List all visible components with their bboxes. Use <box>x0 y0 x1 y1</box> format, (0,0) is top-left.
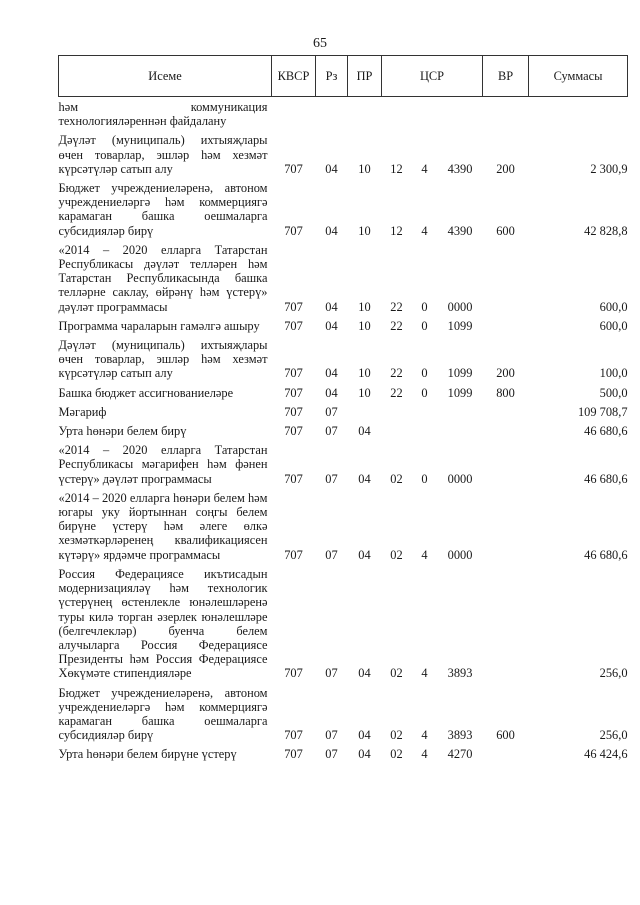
row-sum: 109 708,7 <box>577 404 628 419</box>
page-number: 65 <box>313 36 327 51</box>
row-rz <box>316 97 348 131</box>
row-name: Урта һөнәри белем бирүне үстерү <box>58 747 237 762</box>
row-csr-code: 4390 <box>447 161 473 176</box>
row-kvsr <box>272 97 316 131</box>
row-sum: 46 680,6 <box>584 471 628 486</box>
row-kvsr: 707 <box>284 366 303 381</box>
row-csr-program: 12 <box>390 223 403 238</box>
row-name: Бюджет учреждениеләренә, автоном учреждениеләргә һәм коммерциягә карамаган башка оешмаларга субсидияләр бирү <box>58 181 268 238</box>
row-csr-code: 0000 <box>447 471 473 486</box>
row-rz: 07 <box>325 424 338 439</box>
header-rz: Рз <box>316 56 348 97</box>
row-name: «2014 – 2020 елларга Татарстан Республикасы дәүләт телләрен һәм Татарстан Республикасында башка телләрне саклау, өйрәнү һәм үстерү» дәүләт программасы <box>58 242 268 314</box>
row-pr: 10 <box>358 385 371 400</box>
row-csr-subprogram: 0 <box>421 471 428 486</box>
row-vr <box>483 564 529 683</box>
row-rz: 04 <box>325 223 338 238</box>
row-vr <box>483 744 529 763</box>
row-vr <box>483 440 529 488</box>
row-kvsr: 707 <box>284 318 303 333</box>
row-sum: 256,0 <box>599 728 628 743</box>
table-row <box>59 744 628 763</box>
row-kvsr: 707 <box>284 547 303 562</box>
row-name: Урта һөнәри белем бирү <box>58 424 187 439</box>
row-pr: 04 <box>358 666 371 681</box>
row-vr <box>483 240 529 316</box>
table-header-row <box>59 56 628 97</box>
row-kvsr: 707 <box>284 404 303 419</box>
row-rz: 04 <box>325 385 338 400</box>
row-csr-program: 22 <box>390 318 403 333</box>
table-row <box>59 130 628 178</box>
row-csr-subprogram: 4 <box>421 728 428 743</box>
row-vr <box>483 97 529 131</box>
budget-table <box>58 55 628 764</box>
row-csr-program: 02 <box>390 547 403 562</box>
row-csr-code: 3893 <box>447 728 473 743</box>
row-sum: 256,0 <box>599 666 628 681</box>
row-name: Россия Федерациясе икътисадын модернизацияләү һәм технологик үстерүнең өстенлекле юнәлешләренә туры килә торган әзерлек юнәлешләре (белгечлекләр) буенча белем алучыларга Россия Федерациясе Президенты һәм Россия Федерациясе Хөкүмәте стипендияләре <box>58 566 268 681</box>
row-rz: 04 <box>325 299 338 314</box>
row-name: Дәүләт (муниципаль) ихтыяҗлары өчен товарлар, эшләр һәм хезмәт күрсәтүләр сатып алу <box>58 338 268 381</box>
table-row <box>59 402 628 421</box>
row-pr: 04 <box>358 747 371 762</box>
row-csr-program <box>382 421 412 440</box>
row-vr <box>483 421 529 440</box>
header-kvsr: КВСР <box>272 56 316 97</box>
row-csr-subprogram <box>412 421 438 440</box>
table-row <box>59 240 628 316</box>
row-kvsr: 707 <box>284 666 303 681</box>
row-pr <box>348 97 382 131</box>
row-kvsr: 707 <box>284 728 303 743</box>
row-csr-program: 12 <box>390 161 403 176</box>
row-pr: 10 <box>358 223 371 238</box>
row-csr-program: 02 <box>390 747 403 762</box>
row-rz: 07 <box>325 728 338 743</box>
row-csr-code: 0000 <box>447 299 473 314</box>
row-kvsr: 707 <box>284 471 303 486</box>
row-pr: 10 <box>358 299 371 314</box>
row-csr-subprogram: 0 <box>421 299 428 314</box>
table-row <box>59 564 628 683</box>
row-sum: 500,0 <box>599 385 628 400</box>
table-row <box>59 335 628 383</box>
row-name: Башка бюджет ассигнованиеләре <box>58 385 234 400</box>
row-csr-code: 1099 <box>447 385 473 400</box>
row-csr-code: 3893 <box>447 666 473 681</box>
row-vr: 200 <box>496 161 515 176</box>
table-row <box>59 383 628 402</box>
row-pr <box>348 402 382 421</box>
row-rz: 04 <box>325 161 338 176</box>
row-vr: 200 <box>496 366 515 381</box>
row-vr: 600 <box>496 223 515 238</box>
row-kvsr: 707 <box>284 747 303 762</box>
header-name: Исеме <box>59 56 272 97</box>
table-row <box>59 178 628 240</box>
row-sum: 42 828,8 <box>584 223 628 238</box>
row-sum: 100,0 <box>599 366 628 381</box>
row-kvsr: 707 <box>284 385 303 400</box>
row-rz: 04 <box>325 318 338 333</box>
row-csr-subprogram: 0 <box>421 318 428 333</box>
row-csr-code: 4270 <box>447 747 473 762</box>
row-rz: 04 <box>325 366 338 381</box>
row-csr-subprogram <box>412 402 438 421</box>
row-name: Программа чараларын гамәлгә ашыру <box>58 318 260 333</box>
row-csr-program: 22 <box>390 299 403 314</box>
table-row <box>59 488 628 564</box>
row-vr <box>483 402 529 421</box>
row-csr-code <box>438 97 483 131</box>
row-vr <box>483 488 529 564</box>
row-sum: 46 680,6 <box>584 424 628 439</box>
row-csr-subprogram: 4 <box>421 223 428 238</box>
table-row <box>59 440 628 488</box>
row-rz: 07 <box>325 471 338 486</box>
row-csr-code: 0000 <box>447 547 473 562</box>
row-name: «2014 – 2020 елларга Татарстан Республикасы мәгарифен һәм фәнен үстерү» дәүләт программасы <box>58 443 268 486</box>
row-vr <box>483 316 529 335</box>
row-csr-program <box>382 402 412 421</box>
row-name: һәм коммуникация технологияләреннән файдалану <box>58 100 268 129</box>
table-body <box>59 97 628 764</box>
row-vr: 800 <box>496 385 515 400</box>
table-row <box>59 421 628 440</box>
header-vr: ВР <box>483 56 529 97</box>
row-pr: 04 <box>358 471 371 486</box>
row-vr: 600 <box>496 728 515 743</box>
row-csr-subprogram: 4 <box>421 747 428 762</box>
row-sum: 46 680,6 <box>584 547 628 562</box>
row-name: Мәгариф <box>58 404 107 419</box>
row-csr-code: 1099 <box>447 318 473 333</box>
table-row <box>59 683 628 745</box>
row-pr: 04 <box>358 424 371 439</box>
table-row <box>59 316 628 335</box>
row-sum: 600,0 <box>599 318 628 333</box>
row-pr: 10 <box>358 161 371 176</box>
row-name: «2014 – 2020 елларга һөнәри белем һәм югары уку йортыннан соңгы белем бирүне үстерү һәм әлеге өлкә хезмәткәрләренең квалификациясен күтәрү» ярдәмче программасы <box>58 490 268 562</box>
row-csr-program: 22 <box>390 366 403 381</box>
row-kvsr: 707 <box>284 161 303 176</box>
table-row <box>59 97 628 131</box>
header-pr: ПР <box>348 56 382 97</box>
row-sum <box>529 97 628 131</box>
row-csr-program: 02 <box>390 728 403 743</box>
row-rz: 07 <box>325 747 338 762</box>
row-kvsr: 707 <box>284 424 303 439</box>
row-csr-code: 1099 <box>447 366 473 381</box>
row-sum: 600,0 <box>599 299 628 314</box>
row-pr: 04 <box>358 547 371 562</box>
row-csr-subprogram: 0 <box>421 366 428 381</box>
header-sum: Суммасы <box>529 56 628 97</box>
row-pr: 04 <box>358 728 371 743</box>
row-csr-program: 22 <box>390 385 403 400</box>
row-csr-subprogram: 4 <box>421 547 428 562</box>
header-csr: ЦСР <box>382 56 483 97</box>
row-sum: 2 300,9 <box>590 161 628 176</box>
row-name: Дәүләт (муниципаль) ихтыяҗлары өчен товарлар, эшләр һәм хезмәт күрсәтүләр сатып алу <box>58 133 268 176</box>
row-csr-program: 02 <box>390 666 403 681</box>
row-csr-program <box>382 97 412 131</box>
row-csr-subprogram <box>412 97 438 131</box>
row-kvsr: 707 <box>284 299 303 314</box>
row-csr-code <box>438 402 483 421</box>
row-name: Бюджет учреждениеләренә, автоном учреждениеләргә һәм коммерциягә карамаган башка оешмаларга субсидияләр бирү <box>58 685 268 743</box>
row-csr-subprogram: 4 <box>421 666 428 681</box>
row-pr: 10 <box>358 366 371 381</box>
row-rz: 07 <box>325 404 338 419</box>
row-csr-program: 02 <box>390 471 403 486</box>
row-sum: 46 424,6 <box>584 747 628 762</box>
row-rz: 07 <box>325 547 338 562</box>
row-pr: 10 <box>358 318 371 333</box>
row-csr-subprogram: 4 <box>421 161 428 176</box>
row-csr-code <box>438 421 483 440</box>
row-kvsr: 707 <box>284 223 303 238</box>
row-csr-code: 4390 <box>447 223 473 238</box>
row-rz: 07 <box>325 666 338 681</box>
row-csr-subprogram: 0 <box>421 385 428 400</box>
